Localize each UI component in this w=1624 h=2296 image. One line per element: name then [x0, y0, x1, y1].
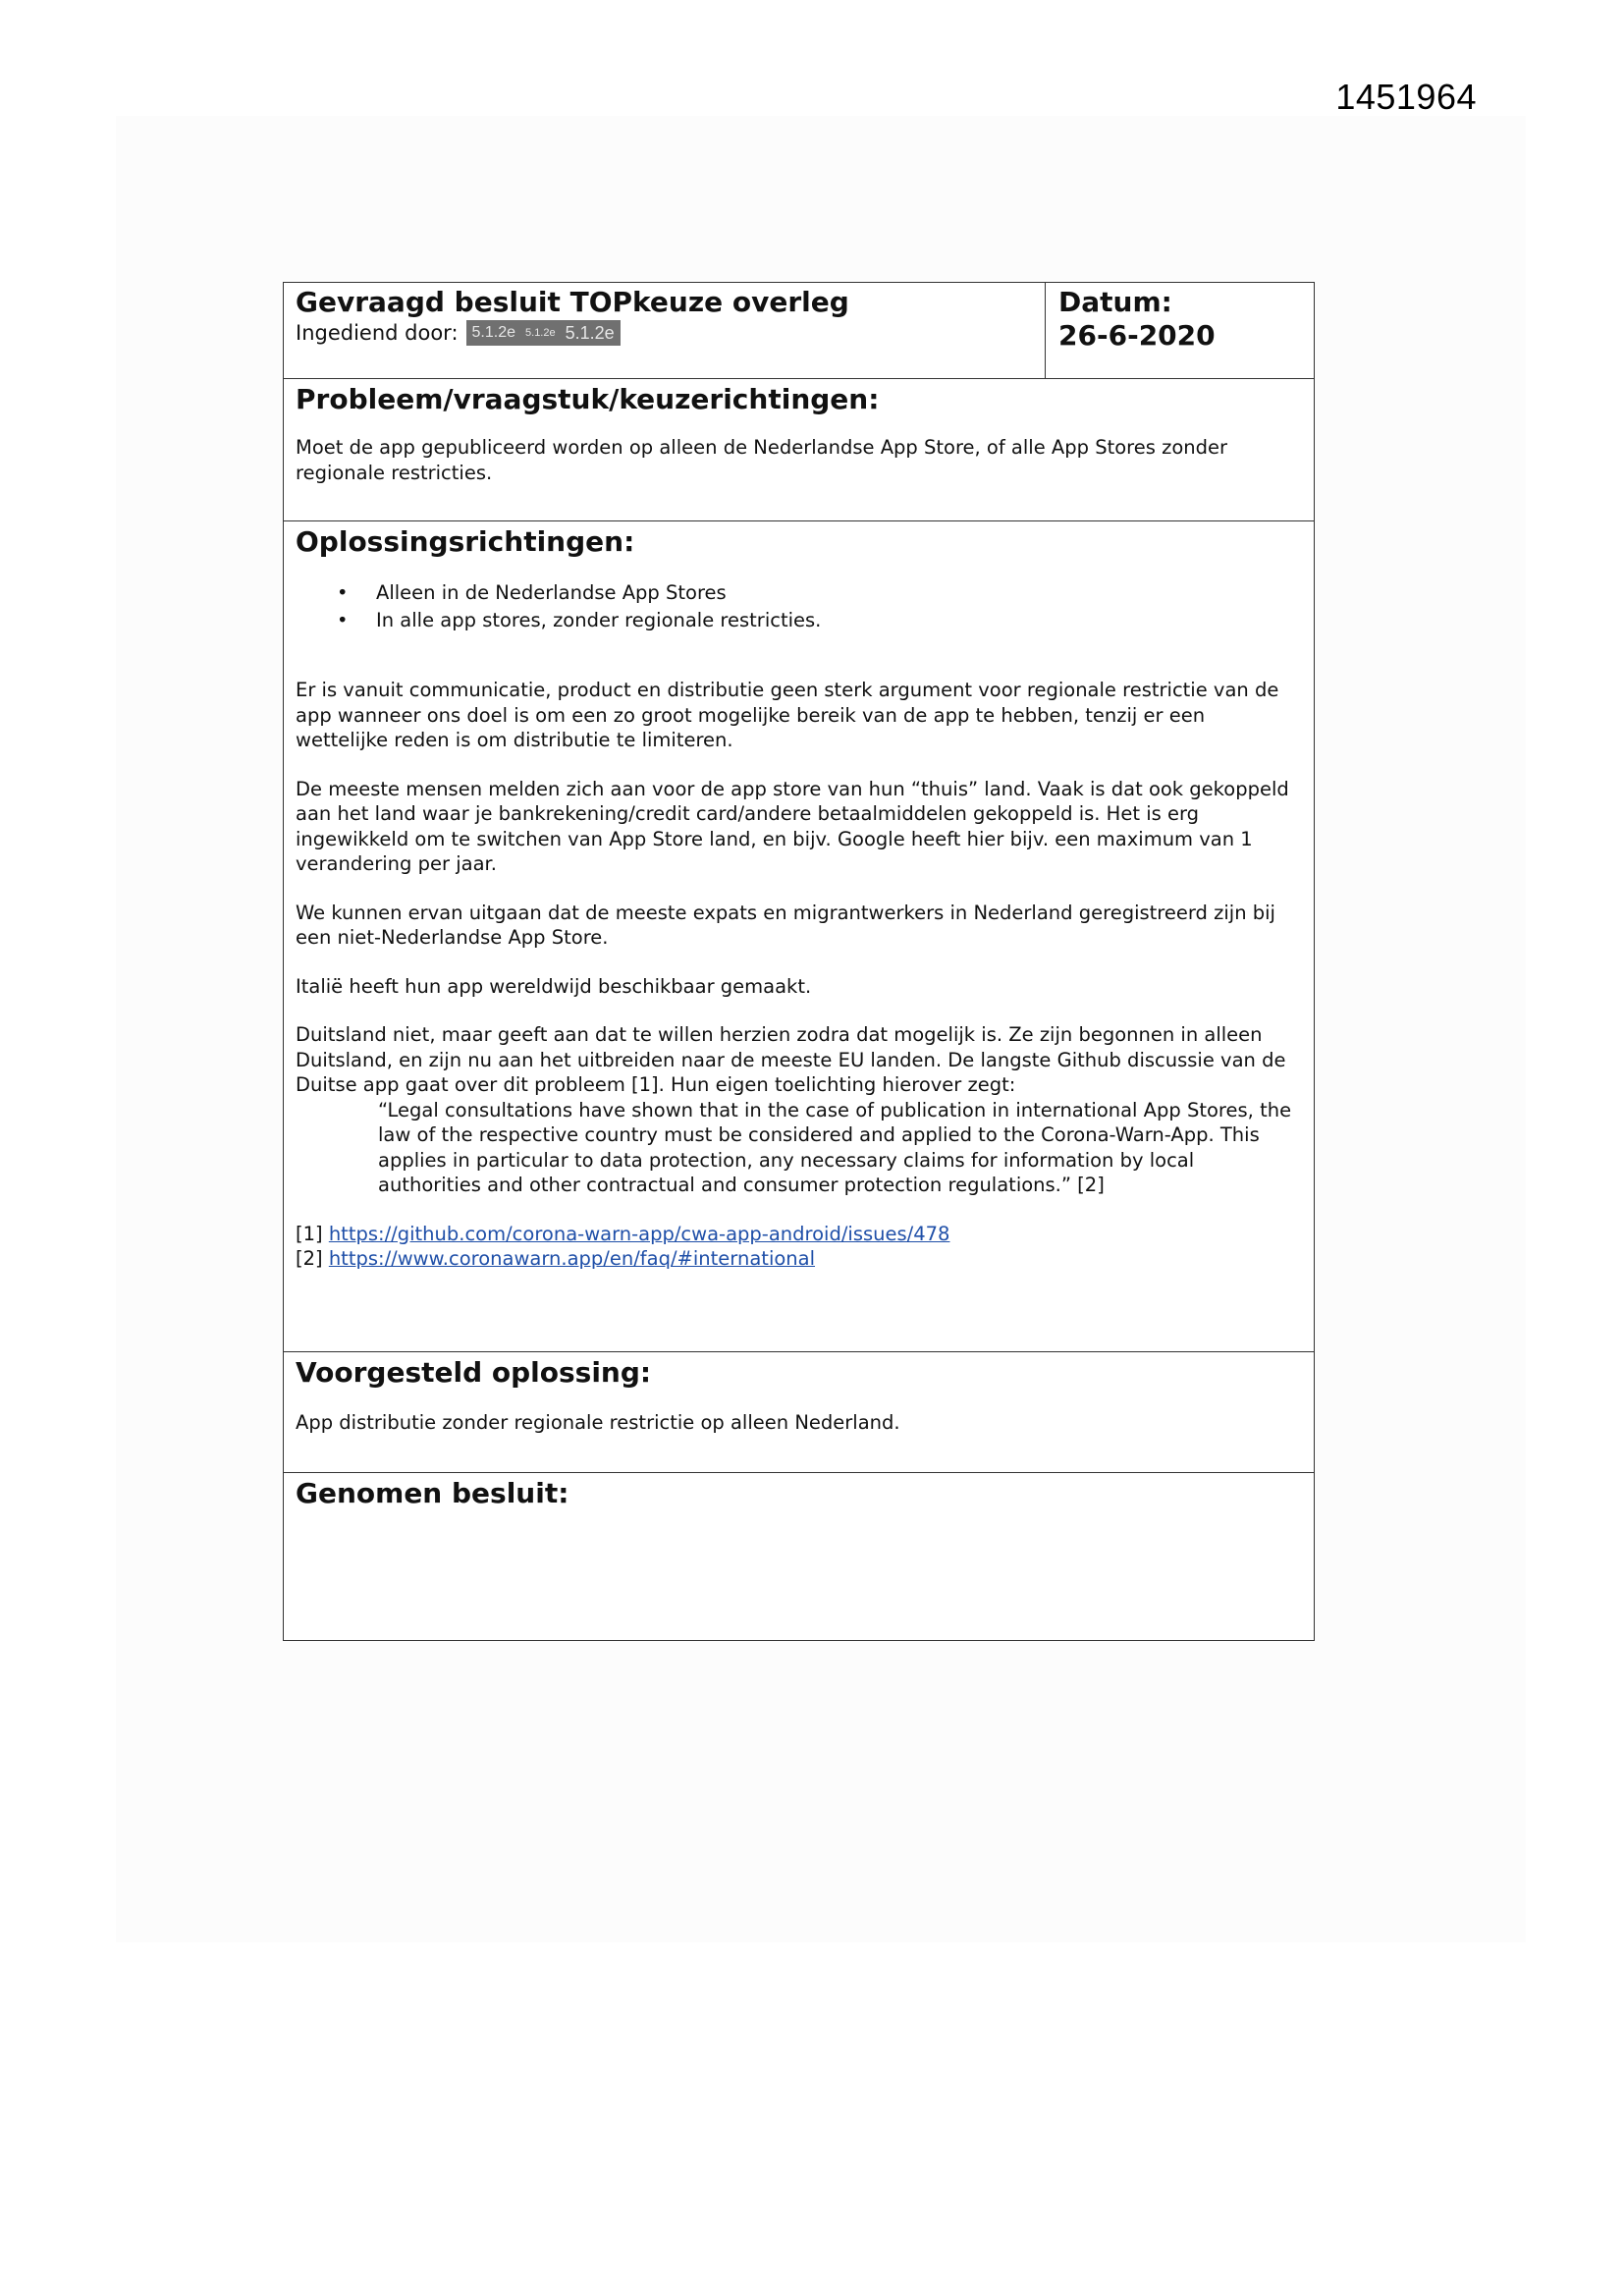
proposed-section — [284, 1351, 1314, 1472]
solutions-list — [296, 579, 1302, 634]
problem-section — [284, 378, 1314, 520]
references — [296, 1222, 1302, 1272]
reference-item — [296, 1246, 1302, 1272]
reference-link[interactable]: https://github.com/corona-warn-app/cwa-app-android/issues/478 — [328, 1222, 950, 1245]
form-title: Gevraagd besluit TOPkeuze overleg — [296, 286, 849, 318]
body-paragraph: De meeste mensen melden zich aan voor de app store van hun “thuis” land. Vaak is dat ook gekoppeld aan het land waar je bankrekening/credit card/andere betaalmiddelen gekoppeld is. Het is erg ingewikkeld om te switchen van App Store land, en bijv. Google heeft hier bijv. een maximum van 1 verandering per jaar. — [296, 777, 1289, 875]
solutions-section — [284, 520, 1314, 1351]
list-item: • Alleen in de Nederlandse App Stores — [337, 579, 1302, 607]
body-paragraph: Duitsland niet, maar geeft aan dat te willen herzien zodra dat mogelijk is. Ze zijn begonnen in alleen Duitsland, en zijn nu aan het uitbreiden naar de meeste EU landen. De langste Github discussie van de Duitse app gaat over dit probleem [1]. Hun eigen toelichting hierover zegt: — [296, 1023, 1286, 1096]
decision-form — [283, 282, 1315, 1641]
reference-marker: [1] — [296, 1222, 323, 1245]
date-label: Datum: — [1058, 286, 1172, 318]
date-value: 26-6-2020 — [1058, 319, 1216, 352]
problem-heading: Probleem/vraagstuk/keuzerichtingen: — [296, 383, 880, 415]
redaction-label: 5.1.2e — [525, 327, 556, 339]
quote-block: “Legal consultations have shown that in the case of publication in international App Stores, the law of the respective country must be considered and applied to the Corona-Warn-App. This applies in particular to data protection, any necessary claims for information by local authorities and other contractual and consumer protection regulations.” [2] — [378, 1098, 1292, 1196]
proposed-heading: Voorgesteld oplossing: — [296, 1356, 652, 1389]
list-item: • In alle app stores, zonder regionale restricties. — [337, 607, 1302, 634]
proposed-text: App distributie zonder regionale restrictie op alleen Nederland. — [296, 1411, 900, 1434]
reference-item — [296, 1222, 1302, 1247]
decision-section — [284, 1472, 1314, 1640]
submitted-by-label: Ingediend door: — [296, 321, 459, 345]
redaction-label: 5.1.2e — [565, 323, 615, 343]
reference-marker: [2] — [296, 1247, 323, 1270]
problem-text: Moet de app gepubliceerd worden op alleen de Nederlandse App Store, of alle App Stores zonder regionale restricties. — [296, 436, 1228, 484]
redaction-label: 5.1.2e — [471, 324, 516, 341]
form-header-date — [1046, 283, 1314, 378]
body-paragraph: Italië heeft hun app wereldwijd beschikbaar gemaakt. — [296, 974, 812, 998]
solutions-heading: Oplossingsrichtingen: — [296, 525, 635, 558]
form-header-left — [284, 283, 1046, 378]
document-number: 1451964 — [1335, 77, 1477, 117]
body-paragraph: We kunnen ervan uitgaan dat de meeste expats en migrantwerkers in Nederland geregistreerd zijn bij een niet-Nederlandse App Store. — [296, 901, 1275, 949]
submitted-by — [296, 319, 1033, 347]
decision-heading: Genomen besluit: — [296, 1477, 569, 1509]
redaction-block — [466, 320, 621, 346]
form-header — [284, 283, 1314, 378]
body-paragraph: Er is vanuit communicatie, product en distributie geen sterk argument voor regionale restrictie van de app wanneer ons doel is om een zo groot mogelijke bereik van de app te hebben, tenzij er een wettelijke reden is om distributie te limiteren. — [296, 679, 1279, 751]
reference-link[interactable]: https://www.coronawarn.app/en/faq/#international — [328, 1247, 816, 1270]
